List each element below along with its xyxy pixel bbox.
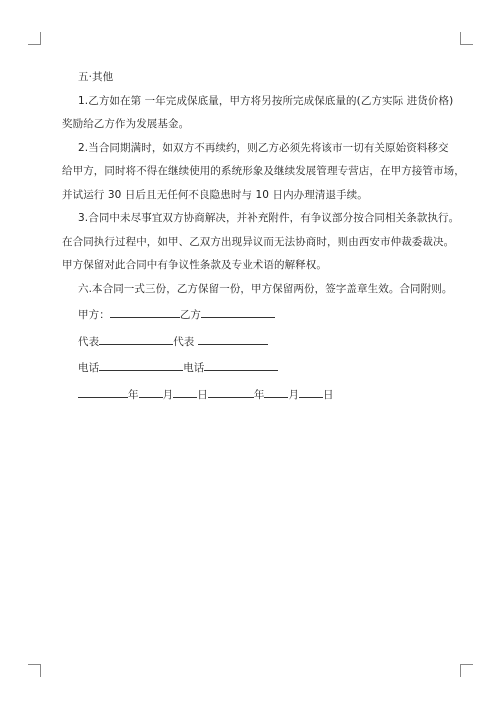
signature-phone-row	[62, 357, 446, 381]
paragraph-6: 六.本合同一式三份，乙方保留一份，甲方保留两份，签字盖章生效。合同附则。	[78, 282, 453, 295]
paragraph-3-line-2: 在合同执行过程中，如甲、乙双方出现异议而无法协商时，则由西安市仲裁委裁决。	[62, 235, 455, 248]
month-a-label: 月	[162, 388, 174, 401]
signature-date-row	[62, 384, 446, 408]
day-a-label: 日	[197, 388, 208, 401]
rep-b-label: 代表	[173, 335, 195, 348]
year-b-blank	[208, 386, 254, 398]
signature-party-row	[62, 304, 446, 328]
document-body	[62, 66, 465, 407]
crop-mark-top-left	[28, 32, 41, 45]
paragraph-2-line-2: 给甲方，同时将不得在继续使用的系统形象及继续发展管理专营店，在甲方接管市场，	[62, 165, 465, 177]
year-b-label: 年	[253, 388, 265, 401]
day-b-blank	[299, 386, 323, 398]
section-heading: 五·其他	[78, 71, 114, 83]
month-b-label: 月	[288, 388, 300, 401]
signature-representative-row	[62, 331, 446, 355]
phone-a-blank	[99, 359, 183, 371]
party-a-blank	[110, 306, 180, 318]
phone-a-label: 电话	[78, 362, 100, 374]
rep-a-label: 代表	[78, 335, 100, 348]
month-b-blank	[264, 386, 288, 398]
day-a-blank	[173, 386, 197, 398]
party-a-label: 甲方：	[78, 309, 110, 321]
party-b-label: 乙方	[179, 309, 202, 321]
paragraph-1-line-2: 奖励给乙方作为发展基金。	[62, 118, 190, 130]
crop-mark-top-right	[460, 32, 473, 45]
day-b-label: 日	[323, 388, 334, 401]
phone-b-label: 电话	[183, 362, 205, 374]
paragraph-2-line-3: 并试运行 30 日后且无任何不良隐患时与 10 日内办理清退手续。	[62, 188, 368, 201]
paragraph-3-line-1: 3.合同中未尽事宜双方协商解决，并补充附件，有争议部分按合同相关条款执行。	[78, 212, 460, 224]
party-b-blank	[201, 306, 275, 318]
rep-b-blank	[198, 333, 268, 345]
crop-mark-bottom-right	[460, 664, 473, 677]
month-a-blank	[139, 386, 163, 398]
year-a-label: 年	[128, 388, 139, 401]
year-a-blank	[78, 386, 128, 398]
paragraph-2-line-1: 2.当合同期满时，如双方不再续约，则乙方必须先将该市一切有关原始资料移交	[78, 141, 449, 154]
paragraph-3-line-3: 甲方保留对此合同中有争议性条款及专业术语的解释权。	[62, 259, 327, 271]
paragraph-1-line-1: 1.乙方如在第 一年完成保底量，甲方将另按所完成保底量的(乙方实际 进货价格)	[78, 94, 454, 107]
rep-a-blank	[99, 333, 173, 345]
crop-mark-bottom-left	[28, 664, 41, 677]
phone-b-blank	[204, 359, 278, 371]
